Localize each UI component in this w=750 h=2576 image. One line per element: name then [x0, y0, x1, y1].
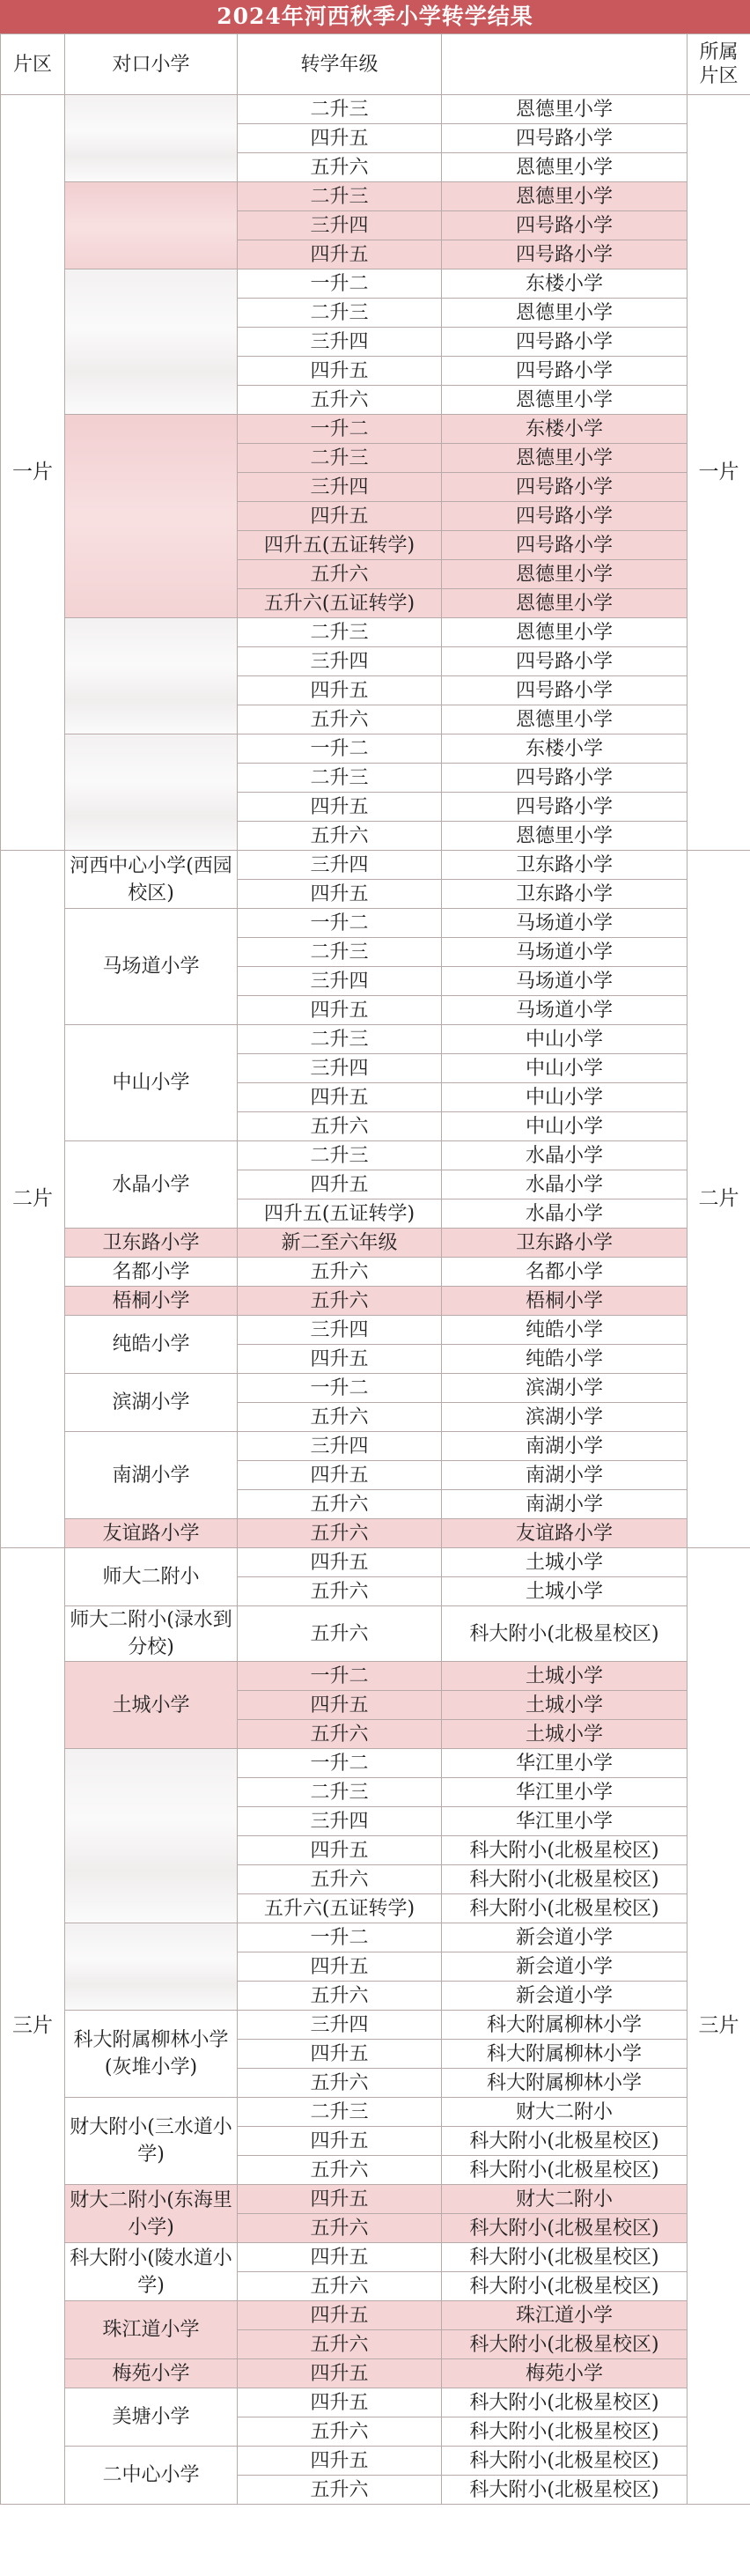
target-school-cell: 恩德里小学 [442, 822, 688, 851]
target-school-cell: 四号路小学 [442, 793, 688, 822]
grade-cell: 一升二 [238, 1662, 442, 1691]
school-cell: 财大二附小(东海里小学) [65, 2185, 238, 2243]
grade-cell: 四升五 [238, 2185, 442, 2214]
target-school-cell: 滨湖小学 [442, 1403, 688, 1432]
grade-cell: 三升四 [238, 967, 442, 996]
school-cell: 梧桐小学 [65, 1287, 238, 1316]
grade-cell: 三升四 [238, 1316, 442, 1345]
zone-cell-left: 一片 [1, 95, 65, 851]
school-cell-redacted [65, 269, 238, 415]
target-school-cell: 珠江道小学 [442, 2301, 688, 2330]
header-target [442, 34, 688, 95]
grade-cell: 五升六 [238, 2417, 442, 2447]
target-school-cell: 科大附小(北极星校区) [442, 2243, 688, 2272]
target-school-cell: 四号路小学 [442, 357, 688, 386]
target-school-cell: 土城小学 [442, 1577, 688, 1606]
grade-cell: 五升六 [238, 1519, 442, 1548]
table-row [1, 2243, 750, 2272]
school-cell: 科大附属柳林小学(灰堆小学) [65, 2011, 238, 2098]
school-cell-redacted [65, 1749, 238, 1923]
school-cell: 土城小学 [65, 1662, 238, 1749]
grade-cell: 五升六 [238, 2069, 442, 2098]
grade-cell: 三升四 [238, 1807, 442, 1836]
grade-cell: 二升三 [238, 444, 442, 473]
grade-cell: 二升三 [238, 95, 442, 124]
target-school-cell: 华江里小学 [442, 1749, 688, 1778]
target-school-cell: 卫东路小学 [442, 880, 688, 909]
grade-cell: 三升四 [238, 1432, 442, 1461]
table-row [1, 2388, 750, 2417]
grade-cell: 五升六 [238, 2330, 442, 2359]
school-cell: 梅苑小学 [65, 2359, 238, 2388]
grade-cell: 二升三 [238, 764, 442, 793]
target-school-cell: 四号路小学 [442, 473, 688, 502]
grade-cell: 五升六 [238, 1403, 442, 1432]
target-school-cell: 科大附小(北极星校区) [442, 2476, 688, 2505]
grade-cell: 四升五 [238, 880, 442, 909]
zone-cell-right: 一片 [688, 95, 750, 851]
school-cell: 科大附小(陵水道小学) [65, 2243, 238, 2301]
grade-cell: 四升五(五证转学) [238, 1199, 442, 1229]
table-row [1, 2098, 750, 2127]
target-school-cell: 科大附属柳林小学 [442, 2069, 688, 2098]
school-cell: 河西中心小学(西园校区) [65, 851, 238, 909]
page-title: 2024年河西秋季小学转学结果 [0, 0, 750, 33]
school-cell: 水晶小学 [65, 1141, 238, 1229]
grade-cell: 四升五 [238, 2040, 442, 2069]
grade-cell: 二升三 [238, 938, 442, 967]
table-row [1, 734, 750, 764]
school-cell: 师大二附小(渌水到分校) [65, 1606, 238, 1662]
grade-cell: 五升六 [238, 1865, 442, 1894]
target-school-cell: 科大附小(北极星校区) [442, 2388, 688, 2417]
table-row [1, 1258, 750, 1287]
target-school-cell: 纯皓小学 [442, 1316, 688, 1345]
target-school-cell: 南湖小学 [442, 1461, 688, 1490]
target-school-cell: 东楼小学 [442, 269, 688, 299]
table-body [1, 34, 750, 2505]
grade-cell: 四升五 [238, 676, 442, 705]
table-row [1, 1548, 750, 1577]
grade-cell: 二升三 [238, 182, 442, 211]
table-row [1, 618, 750, 647]
target-school-cell: 纯皓小学 [442, 1345, 688, 1374]
school-cell: 纯皓小学 [65, 1316, 238, 1374]
target-school-cell: 华江里小学 [442, 1778, 688, 1807]
grade-cell: 三升四 [238, 211, 442, 240]
school-cell-redacted [65, 734, 238, 851]
target-school-cell: 马场道小学 [442, 996, 688, 1025]
table-row [1, 1606, 750, 1662]
target-school-cell: 科大附小(北极星校区) [442, 2330, 688, 2359]
school-cell: 中山小学 [65, 1025, 238, 1141]
zone-cell-left: 二片 [1, 851, 65, 1548]
grade-cell: 一升二 [238, 909, 442, 938]
grade-cell: 二升三 [238, 1025, 442, 1054]
grade-cell: 四升五 [238, 2301, 442, 2330]
table-row [1, 1141, 750, 1170]
grade-cell: 五升六 [238, 822, 442, 851]
table-row [1, 851, 750, 880]
grade-cell: 四升五 [238, 1345, 442, 1374]
school-cell: 卫东路小学 [65, 1229, 238, 1258]
target-school-cell: 名都小学 [442, 1258, 688, 1287]
table-row [1, 1374, 750, 1403]
grade-cell: 五升六 [238, 2476, 442, 2505]
table-row [1, 269, 750, 299]
grade-cell: 四升五 [238, 240, 442, 269]
target-school-cell: 中山小学 [442, 1025, 688, 1054]
target-school-cell: 四号路小学 [442, 764, 688, 793]
grade-cell: 五升六 [238, 2272, 442, 2301]
zone-cell-left: 三片 [1, 1548, 65, 2505]
target-school-cell: 新会道小学 [442, 1923, 688, 1952]
grade-cell: 四升五 [238, 1170, 442, 1199]
grade-cell: 五升六 [238, 1720, 442, 1749]
grade-cell: 五升六 [238, 560, 442, 589]
target-school-cell: 科大附小(北极星校区) [442, 1606, 688, 1662]
grade-cell: 三升四 [238, 2011, 442, 2040]
school-cell: 师大二附小 [65, 1548, 238, 1606]
grade-cell: 五升六 [238, 1258, 442, 1287]
grade-cell: 五升六 [238, 386, 442, 415]
target-school-cell: 科大附小(北极星校区) [442, 2447, 688, 2476]
target-school-cell: 科大附小(北极星校区) [442, 1836, 688, 1865]
table-row [1, 2011, 750, 2040]
target-school-cell: 东楼小学 [442, 415, 688, 444]
target-school-cell: 水晶小学 [442, 1199, 688, 1229]
target-school-cell: 恩德里小学 [442, 560, 688, 589]
grade-cell: 四升五 [238, 357, 442, 386]
grade-cell: 三升四 [238, 473, 442, 502]
school-cell-redacted [65, 182, 238, 269]
grade-cell: 五升六 [238, 1606, 442, 1662]
target-school-cell: 土城小学 [442, 1548, 688, 1577]
grade-cell: 五升六 [238, 153, 442, 182]
table-row [1, 1229, 750, 1258]
grade-cell: 二升三 [238, 1141, 442, 1170]
header-grade: 转学年级 [238, 34, 442, 95]
table-row [1, 909, 750, 938]
grade-cell: 四升五 [238, 1952, 442, 1982]
grade-cell: 一升二 [238, 1923, 442, 1952]
grade-cell: 四升五 [238, 1691, 442, 1720]
table-row [1, 1923, 750, 1952]
school-cell: 南湖小学 [65, 1432, 238, 1519]
target-school-cell: 科大附属柳林小学 [442, 2011, 688, 2040]
target-school-cell: 四号路小学 [442, 647, 688, 676]
grade-cell: 四升五 [238, 2243, 442, 2272]
target-school-cell: 新会道小学 [442, 1982, 688, 2011]
table-row [1, 1316, 750, 1345]
school-cell-redacted [65, 1923, 238, 2011]
grade-cell: 四升五 [238, 502, 442, 531]
header-school: 对口小学 [65, 34, 238, 95]
grade-cell: 一升二 [238, 415, 442, 444]
table-row [1, 1749, 750, 1778]
zone-cell-right: 二片 [688, 851, 750, 1548]
table-row [1, 415, 750, 444]
target-school-cell: 恩德里小学 [442, 618, 688, 647]
grade-cell: 五升六 [238, 1490, 442, 1519]
grade-cell: 五升六(五证转学) [238, 589, 442, 618]
grade-cell: 二升三 [238, 618, 442, 647]
grade-cell: 一升二 [238, 269, 442, 299]
target-school-cell: 科大附小(北极星校区) [442, 2417, 688, 2447]
target-school-cell: 土城小学 [442, 1691, 688, 1720]
header-zone-right: 所属 片区 [688, 34, 750, 95]
target-school-cell: 马场道小学 [442, 938, 688, 967]
grade-cell: 五升六 [238, 705, 442, 734]
target-school-cell: 梧桐小学 [442, 1287, 688, 1316]
target-school-cell: 中山小学 [442, 1083, 688, 1112]
target-school-cell: 土城小学 [442, 1662, 688, 1691]
grade-cell: 五升六 [238, 1982, 442, 2011]
header-row [1, 34, 750, 95]
grade-cell: 一升二 [238, 1374, 442, 1403]
target-school-cell: 科大附小(北极星校区) [442, 2127, 688, 2156]
target-school-cell: 恩德里小学 [442, 386, 688, 415]
grade-cell: 四升五 [238, 124, 442, 153]
grade-cell: 四升五 [238, 996, 442, 1025]
zone-cell-right: 三片 [688, 1548, 750, 2505]
target-school-cell: 东楼小学 [442, 734, 688, 764]
school-cell-redacted [65, 618, 238, 734]
target-school-cell: 四号路小学 [442, 124, 688, 153]
target-school-cell: 友谊路小学 [442, 1519, 688, 1548]
target-school-cell: 卫东路小学 [442, 1229, 688, 1258]
target-school-cell: 四号路小学 [442, 211, 688, 240]
grade-cell: 三升四 [238, 851, 442, 880]
grade-cell: 一升二 [238, 1749, 442, 1778]
school-cell: 二中心小学 [65, 2447, 238, 2505]
target-school-cell: 科大附小(北极星校区) [442, 2156, 688, 2185]
grade-cell: 五升六(五证转学) [238, 1894, 442, 1923]
target-school-cell: 南湖小学 [442, 1432, 688, 1461]
target-school-cell: 恩德里小学 [442, 182, 688, 211]
target-school-cell: 滨湖小学 [442, 1374, 688, 1403]
school-cell: 马场道小学 [65, 909, 238, 1025]
grade-cell: 二升三 [238, 1778, 442, 1807]
table-row [1, 2447, 750, 2476]
target-school-cell: 恩德里小学 [442, 444, 688, 473]
target-school-cell: 财大二附小 [442, 2185, 688, 2214]
table-row [1, 1432, 750, 1461]
school-cell: 友谊路小学 [65, 1519, 238, 1548]
target-school-cell: 水晶小学 [442, 1141, 688, 1170]
school-cell: 财大附小(三水道小学) [65, 2098, 238, 2185]
target-school-cell: 科大附小(北极星校区) [442, 2214, 688, 2243]
target-school-cell: 财大二附小 [442, 2098, 688, 2127]
grade-cell: 三升四 [238, 328, 442, 357]
table-row [1, 1662, 750, 1691]
grade-cell: 三升四 [238, 647, 442, 676]
grade-cell: 四升五 [238, 1461, 442, 1490]
target-school-cell: 恩德里小学 [442, 589, 688, 618]
target-school-cell: 中山小学 [442, 1054, 688, 1083]
grade-cell: 四升五 [238, 1836, 442, 1865]
target-school-cell: 南湖小学 [442, 1490, 688, 1519]
grade-cell: 五升六 [238, 2214, 442, 2243]
grade-cell: 一升二 [238, 734, 442, 764]
grade-cell: 四升五 [238, 2447, 442, 2476]
target-school-cell: 四号路小学 [442, 531, 688, 560]
target-school-cell: 科大附小(北极星校区) [442, 1865, 688, 1894]
grade-cell: 新二至六年级 [238, 1229, 442, 1258]
target-school-cell: 土城小学 [442, 1720, 688, 1749]
grade-cell: 五升六 [238, 1112, 442, 1141]
table-row [1, 1287, 750, 1316]
target-school-cell: 卫东路小学 [442, 851, 688, 880]
grade-cell: 四升五 [238, 793, 442, 822]
table-row [1, 1025, 750, 1054]
grade-cell: 四升五 [238, 2127, 442, 2156]
target-school-cell: 四号路小学 [442, 240, 688, 269]
target-school-cell: 四号路小学 [442, 502, 688, 531]
table-row [1, 95, 750, 124]
school-cell-redacted [65, 415, 238, 618]
school-cell: 珠江道小学 [65, 2301, 238, 2359]
target-school-cell: 四号路小学 [442, 328, 688, 357]
header-zone: 片区 [1, 34, 65, 95]
grade-cell: 四升五 [238, 2359, 442, 2388]
school-cell: 滨湖小学 [65, 1374, 238, 1432]
target-school-cell: 梅苑小学 [442, 2359, 688, 2388]
target-school-cell: 恩德里小学 [442, 705, 688, 734]
grade-cell: 二升三 [238, 299, 442, 328]
table-row [1, 2301, 750, 2330]
target-school-cell: 马场道小学 [442, 909, 688, 938]
transfer-results-table [0, 33, 750, 2505]
grade-cell: 五升六 [238, 2156, 442, 2185]
table-row [1, 2185, 750, 2214]
school-cell: 名都小学 [65, 1258, 238, 1287]
target-school-cell: 科大附小(北极星校区) [442, 2272, 688, 2301]
table-row [1, 2359, 750, 2388]
grade-cell: 五升六 [238, 1577, 442, 1606]
target-school-cell: 科大附小(北极星校区) [442, 1894, 688, 1923]
grade-cell: 四升五 [238, 2388, 442, 2417]
grade-cell: 二升三 [238, 2098, 442, 2127]
grade-cell: 四升五 [238, 1083, 442, 1112]
target-school-cell: 马场道小学 [442, 967, 688, 996]
table-row [1, 1519, 750, 1548]
target-school-cell: 新会道小学 [442, 1952, 688, 1982]
target-school-cell: 恩德里小学 [442, 153, 688, 182]
target-school-cell: 水晶小学 [442, 1170, 688, 1199]
target-school-cell: 恩德里小学 [442, 299, 688, 328]
target-school-cell: 四号路小学 [442, 676, 688, 705]
school-cell: 美塘小学 [65, 2388, 238, 2447]
table-row [1, 182, 750, 211]
grade-cell: 三升四 [238, 1054, 442, 1083]
school-cell-redacted [65, 95, 238, 182]
target-school-cell: 恩德里小学 [442, 95, 688, 124]
grade-cell: 四升五 [238, 1548, 442, 1577]
target-school-cell: 中山小学 [442, 1112, 688, 1141]
grade-cell: 四升五(五证转学) [238, 531, 442, 560]
grade-cell: 五升六 [238, 1287, 442, 1316]
target-school-cell: 科大附属柳林小学 [442, 2040, 688, 2069]
target-school-cell: 华江里小学 [442, 1807, 688, 1836]
